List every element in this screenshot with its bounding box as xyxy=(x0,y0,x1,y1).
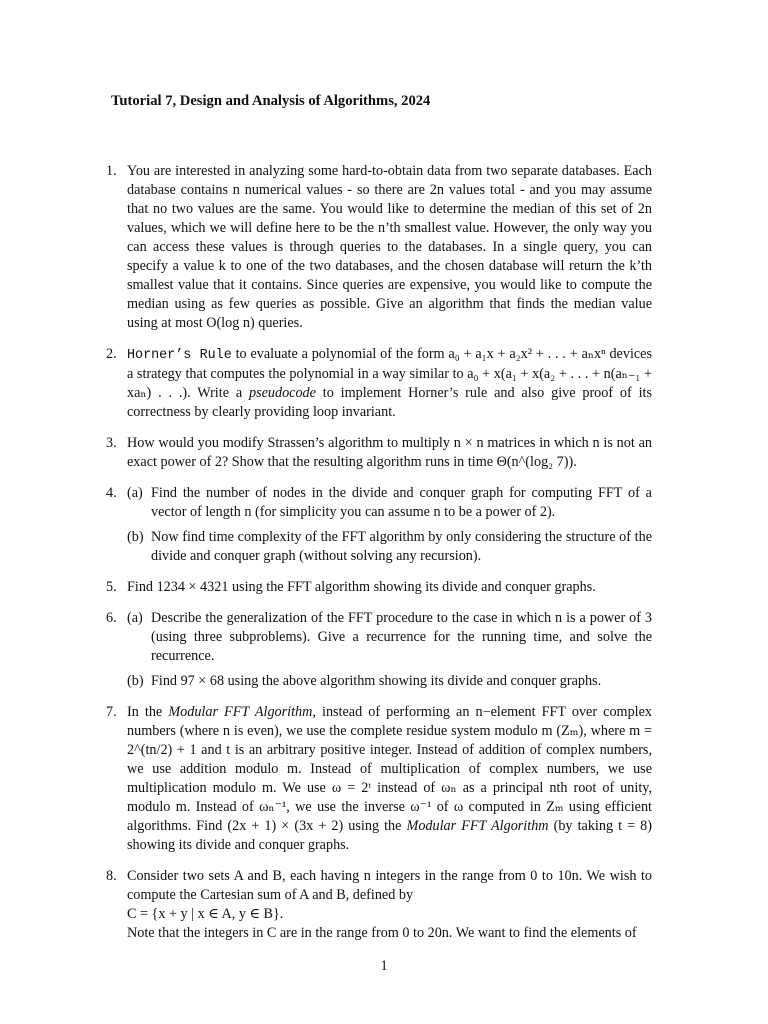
subquestion-text: Find 97 × 68 using the above algorithm showing its divide and conquer graphs. xyxy=(151,673,602,689)
question-number: 6. xyxy=(106,610,117,626)
question-text: You are interested in analyzing some hard-to-obtain data from two separate databases. Each database contains n numerical values - so there are 2n values total - and you may assume that no two values are the same. You would like to determine the median of this set of 2n values, which we will define here to be the n’th smallest value. However, the only way you can access these values is through queries to the databases. In a single query, you can specify a value k to one of the two databases, and the chosen database will return the k’th smallest value that it contains. Since queries are expensive, you would like to compute the median using as few queries as possible. Give an algorithm that finds the median value using at most O(log n) queries. xyxy=(127,163,652,331)
subquestion-6b xyxy=(127,672,652,691)
question-1 xyxy=(106,162,652,333)
emphasis-term: pseudocode xyxy=(248,385,316,401)
question-text: How would you modify Strassen’s algorithm to multiply n × n matrices in which n is not an exact power of 2? Show that the resulting algorithm runs in time Θ(n^(log₂ 7)). xyxy=(127,435,652,470)
code-term: Horner’s Rule xyxy=(127,348,232,363)
text-segment: to evaluate a polynomial of the form a₀ + a₁x + a₂x² + . . . + aₙxⁿ devices a strategy that computes the polynomial in a way similar to a₀ + x(a₁ + x(a₂ + . . . + n(aₙ₋₁ + xaₙ) . . .). Write a xyxy=(127,346,652,401)
question-text-line: Consider two sets A and B, each having n integers in the range from 0 to 10n. We wish to compute the Cartesian sum of A and B, defined by xyxy=(127,868,652,903)
question-6 xyxy=(106,609,652,691)
question-number: 4. xyxy=(106,485,117,501)
question-number: 8. xyxy=(106,868,117,884)
subquestion-6a xyxy=(127,609,652,666)
question-number: 1. xyxy=(106,163,117,179)
question-7 xyxy=(106,703,652,855)
question-number: 5. xyxy=(106,579,117,595)
question-number: 7. xyxy=(106,704,117,720)
emphasis-term: Modular FFT Algorithm xyxy=(168,704,313,720)
question-8 xyxy=(106,867,652,943)
text-segment: , instead of performing an n−element FFT over complex numbers (where n is even), we use the complete residue system modulo m (Zₘ), where m = 2^(tn/2) + 1 and t is an arbitrary positive integer. Instead of addition of complex numbers, we use addition modulo m. Instead of multiplication of complex numbers, we use multiplication modulo m. We use ω = 2ᵗ instead of ωₙ as a principal nth root of unity, modulo m. Instead of ωₙ⁻¹, we use the inverse ω⁻¹ of ω computed in Zₘ using efficient algorithms. Find (2x + 1) × (3x + 2) using the xyxy=(127,704,652,834)
question-text: Find 1234 × 4321 using the FFT algorithm showing its divide and conquer graphs. xyxy=(127,579,596,595)
question-list xyxy=(106,162,652,955)
question-3 xyxy=(106,434,652,472)
question-text-line: Note that the integers in C are in the range from 0 to 20n. We want to find the elements of xyxy=(127,925,637,941)
subquestion-text: Find the number of nodes in the divide and conquer graph for computing FFT of a vector of length n (for simplicity you can assume n to be a power of 2). xyxy=(151,485,652,520)
subquestion-label: (a) xyxy=(127,485,143,501)
subquestion-4a xyxy=(127,484,652,522)
emphasis-term: Modular FFT Algorithm xyxy=(406,818,549,834)
question-number: 3. xyxy=(106,435,117,451)
question-text xyxy=(127,703,652,855)
subquestion-text: Now find time complexity of the FFT algorithm by only considering the structure of the divide and conquer graph (without solving any recursion). xyxy=(151,529,652,564)
question-formula-line: C = {x + y | x ∈ A, y ∈ B}. xyxy=(127,906,284,922)
subquestion-label: (a) xyxy=(127,610,143,626)
page-number: 1 xyxy=(380,958,388,974)
question-4 xyxy=(106,484,652,566)
subquestion-text: Describe the generalization of the FFT procedure to the case in which n is a power of 3 (using three subproblems). Give a recurrence for the running time, and solve the recurrence. xyxy=(151,610,652,664)
text-segment: to implement Horner’s rule and also give proof of its correctness by clearly providing loop invariant. xyxy=(127,385,652,420)
question-5 xyxy=(106,578,652,597)
text-segment: In the xyxy=(127,704,169,720)
question-number: 2. xyxy=(106,346,117,362)
text-segment: (by taking t = 8) showing its divide and conquer graphs. xyxy=(127,818,653,853)
subquestion-4b xyxy=(127,528,652,566)
subquestion-label: (b) xyxy=(127,529,144,545)
subquestion-label: (b) xyxy=(127,673,144,689)
document-title: Tutorial 7, Design and Analysis of Algorithms, 2024 xyxy=(111,93,431,109)
question-2 xyxy=(106,345,652,422)
question-text xyxy=(127,345,652,422)
